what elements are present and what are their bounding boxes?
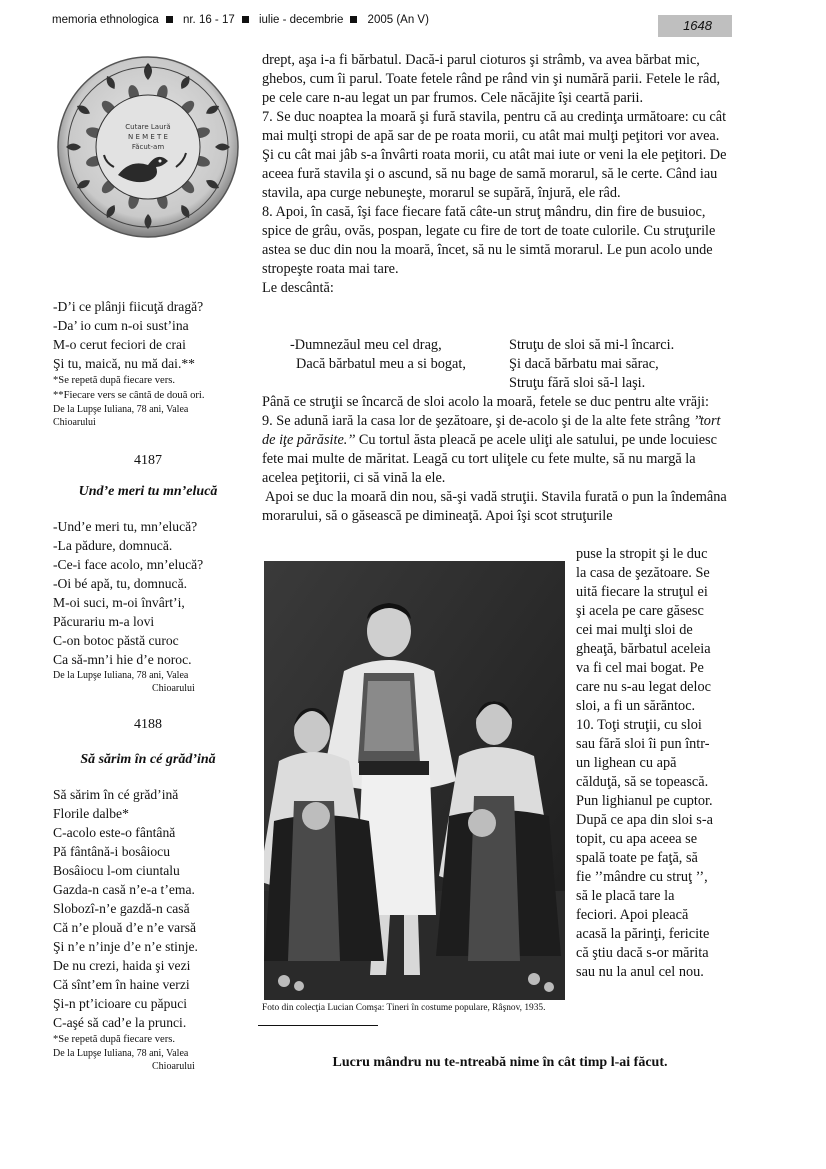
text-line: spală toate pe faţă, să: [576, 850, 698, 866]
verse-line: Bosâiocu l-om ciuntalu: [53, 863, 180, 878]
paragraph: 8. Apoi, în casă, îşi face fiecare fată câte-un struţ mândru, din fire de busuioc, spice de grâu, ovăs, pospan, legate cu fire de tort de toate culorile. Cu struţurile astea se duc din nou la moară, încet, să nu le simtă morarul. Le pun acolo unde stropeşte roata mai tare.: [262, 204, 716, 277]
incantation-right-lines: [509, 336, 674, 393]
plate-inscription-line: Făcut-am: [131, 143, 165, 151]
page-number: 1648: [658, 15, 732, 37]
text-line: puse la stropit şi le duc: [576, 546, 708, 562]
historical-photo: [264, 561, 565, 1000]
source-line: De la Lupşe Iuliana, 78 ani, Valea: [53, 404, 189, 415]
verse-line: Florile dalbe*: [53, 806, 129, 821]
paragraph: Până ce struţii se încarcă de sloi acolo la moară, fetele se duc pentru alte vrăji:: [262, 394, 709, 410]
verse-line: Şi tu, maică, nu mă dai.**: [53, 356, 195, 371]
verse-line: Ca să-mn’i hie d’e noroc.: [53, 652, 192, 667]
text-line: gheaţă, bărbatul aceleia: [576, 641, 711, 657]
source-note: [53, 669, 243, 695]
poem-4188: [53, 715, 243, 1073]
text-line: acasă la părinţi, fericite: [576, 926, 710, 942]
verse-line: Şi dacă bărbatu mai sărac,: [509, 356, 659, 372]
paragraph: [262, 412, 732, 488]
verse-line: Struţu de sloi să mi-l încarci.: [509, 337, 675, 353]
verse-line: C-on botoc păstă curoc: [53, 633, 179, 648]
paragraph-part: Cu tortul ăsta pleacă pe acele uliţi ale satului, pe unde locuiesc fete mai multe de măritat. Leagă cu tort uliţele cu fete multe, să nu margă la acelea peţitorii, ci să vină la ele.: [262, 432, 717, 486]
source-note: [53, 1047, 243, 1073]
verse-line: Că sînt’em în haine verzi: [53, 977, 190, 992]
text-line: Pun lighianul pe cuptor.: [576, 793, 713, 809]
verse-line: -Und’e meri tu, mn’elucă?: [53, 519, 198, 534]
verse-line: -Da’ io cum n-oi sust’ina: [53, 318, 189, 333]
verse-line: C-aşé să cad’e la prunci.: [53, 1015, 187, 1030]
verse-line: M-o cerut feciori de crai: [53, 337, 186, 352]
issue-year: 2005 (An V): [367, 14, 429, 26]
verse-line: Şi n’e n’inje d’e n’e stinje.: [53, 939, 198, 954]
incantation-left-lines: [290, 336, 466, 374]
photo-caption: Foto din colecţia Lucian Comşa: Tineri în costume populare, Râşnov, 1935.: [262, 1003, 546, 1013]
running-header: [52, 14, 434, 26]
verse-line: Şi-n pt’icioare cu păpuci: [53, 996, 187, 1011]
plate-inscription-line: N E M E T E: [128, 133, 168, 141]
text-line: să le placă tare la: [576, 888, 675, 904]
paragraph: Apoi se duc la moară din nou, să-şi vadă struţii. Stavila furată o pun la îndemâna morarului, să o găsească pe dimineaţă. Apoi îşi scot struţurile: [262, 489, 727, 524]
paragraph: 7. Se duc noaptea la moară şi fură stavila, pentru că au credinţa următoare: cu cât mai mulţi stropi de apă sar de pe roata morii, cu atât mai mulţi peţitori vor avea. Şi cu cât mai jâb s-a învârti roata morii, cu atât mai iute or veni la ele peţitori. De aceea fură stavila şi o ascund, să nu bage de samă morarul, să le certe. Când iau stavila, apa curge nebuneşte, morarul se supără, înjură, ele râd.: [262, 109, 727, 201]
text-line: sloi, a fi un sărăntoc.: [576, 698, 696, 714]
text-line: la casa de şezătoare. Se: [576, 565, 710, 581]
text-line: şi acela pe care găsesc: [576, 603, 704, 619]
verse-line: Că n’e plouă d’e n’e varsă: [53, 920, 197, 935]
issue-number: nr. 16 - 17: [182, 14, 235, 26]
footnote: *Se repetă după fiecare vers.: [53, 375, 176, 386]
journal-name: memoria ethnologica: [52, 14, 159, 26]
footnote: *Se repetă după fiecare vers.: [53, 1034, 176, 1045]
verse-line: -D’i ce plânji fiicuţă dragă?: [53, 299, 204, 314]
text-line: uită fiecare la struţul ei: [576, 584, 708, 600]
poem-number: 4188: [134, 717, 162, 732]
source-note: [53, 403, 243, 429]
verse-line: C-acolo este-o fântână: [53, 825, 176, 840]
verse-line: Slobozî-n’e gazdă-n casă: [53, 901, 190, 916]
verse-line: -Oi bé apă, tu, domnucă.: [53, 576, 188, 591]
source-line: De la Lupşe Iuliana, 78 ani, Valea: [53, 1048, 189, 1059]
verse-line: De nu crezi, haida şi vezi: [53, 958, 191, 973]
paragraph-part: 9. Se adună iară la casa lor de şezătoare, şi de-acolo şi de la alte fete strâng: [262, 413, 694, 429]
square-bullet-icon: [350, 16, 357, 23]
verse-line: -La pădure, domnucă.: [53, 538, 173, 553]
verse-line: -Dumnezăul meu cel drag,: [290, 337, 442, 353]
text-line: feciori. Apoi pleacă: [576, 907, 689, 923]
text-line: După ce apa din sloi s-a: [576, 812, 713, 828]
text-line: care nu s-au legat deloc: [576, 679, 711, 695]
verse-line: Struţu fără sloi să-l laşi.: [509, 375, 646, 391]
square-bullet-icon: [166, 16, 173, 23]
text-line: călduţă, să se topească.: [576, 774, 709, 790]
verse-line: Pă fântână-i bosâiocu: [53, 844, 171, 859]
source-line: De la Lupşe Iuliana, 78 ani, Valea: [53, 670, 189, 681]
incantation-intro: Le descântă:: [262, 280, 334, 296]
paragraph: drept, aşa i-a fi bărbatul. Dacă-i parul cioturos şi strâmb, va avea bărbat mic, ghebos, cum îi parul. Toate fetele rând pe rând vin şi numără parii. Fetele le râd, pe cele care n-au legat un par frumos. Cele năcăjite îşi ceartă parii.: [262, 52, 721, 106]
text-line: un lighean cu apă: [576, 755, 677, 771]
verse-line: -Ce-i face acolo, mn’elucă?: [53, 557, 204, 572]
text-line: cei mai mulţi sloi de: [576, 622, 693, 638]
quoted-phrase: ’’tort de iţe părăsite.’’: [262, 413, 721, 448]
poem-4187: [53, 451, 243, 695]
poem-number: 4187: [134, 453, 162, 468]
divider-rule: [258, 1025, 378, 1026]
square-bullet-icon: [242, 16, 249, 23]
verse-line: M-oi suci, m-oi învârt’i,: [53, 595, 185, 610]
main-text-upper: [262, 51, 732, 298]
text-line: sau nu la anul cel nou.: [576, 964, 704, 980]
ceramic-plate-image: [56, 55, 240, 239]
main-text-narrow-column: [576, 545, 734, 982]
closing-proverb: Lucru mândru nu te-ntreabă nime în cât timp l-ai făcut.: [332, 1055, 668, 1070]
text-line: sau fără sloi îi pun într-: [576, 736, 710, 752]
source-line: Chioarului: [53, 417, 96, 428]
verse-line: Gazda-n casă n’e-a t’ema.: [53, 882, 195, 897]
source-line: Chioarului: [152, 683, 195, 694]
text-line: fie ’’mândre cu struţ ’’,: [576, 869, 708, 885]
poem-4186-end: [53, 297, 243, 429]
issue-months: iulie - decembrie: [258, 14, 344, 26]
verse-line: Dacă bărbatul meu a si bogat,: [296, 356, 466, 372]
source-line: Chioarului: [152, 1061, 195, 1072]
verse-line: Păcurariu m-a lovi: [53, 614, 155, 629]
text-line: topit, cu apa aceea se: [576, 831, 698, 847]
footnote: **Fiecare vers se cântă de două ori.: [53, 390, 205, 401]
plate-inscription-line: Cutare Laură: [125, 123, 171, 131]
poem-title: Und’e meri tu mn’elucă: [78, 484, 218, 499]
text-line: 10. Toţi struţii, cu sloi: [576, 717, 702, 733]
poem-title: Să sărim în cé grăd’ină: [80, 752, 216, 767]
text-line: va fi cel mai bogat. Pe: [576, 660, 704, 676]
text-line: că ştiu dacă s-or mărita: [576, 945, 709, 961]
main-text-lower: [262, 393, 732, 526]
verse-line: Să sărim în cé grăd’ină: [53, 787, 179, 802]
